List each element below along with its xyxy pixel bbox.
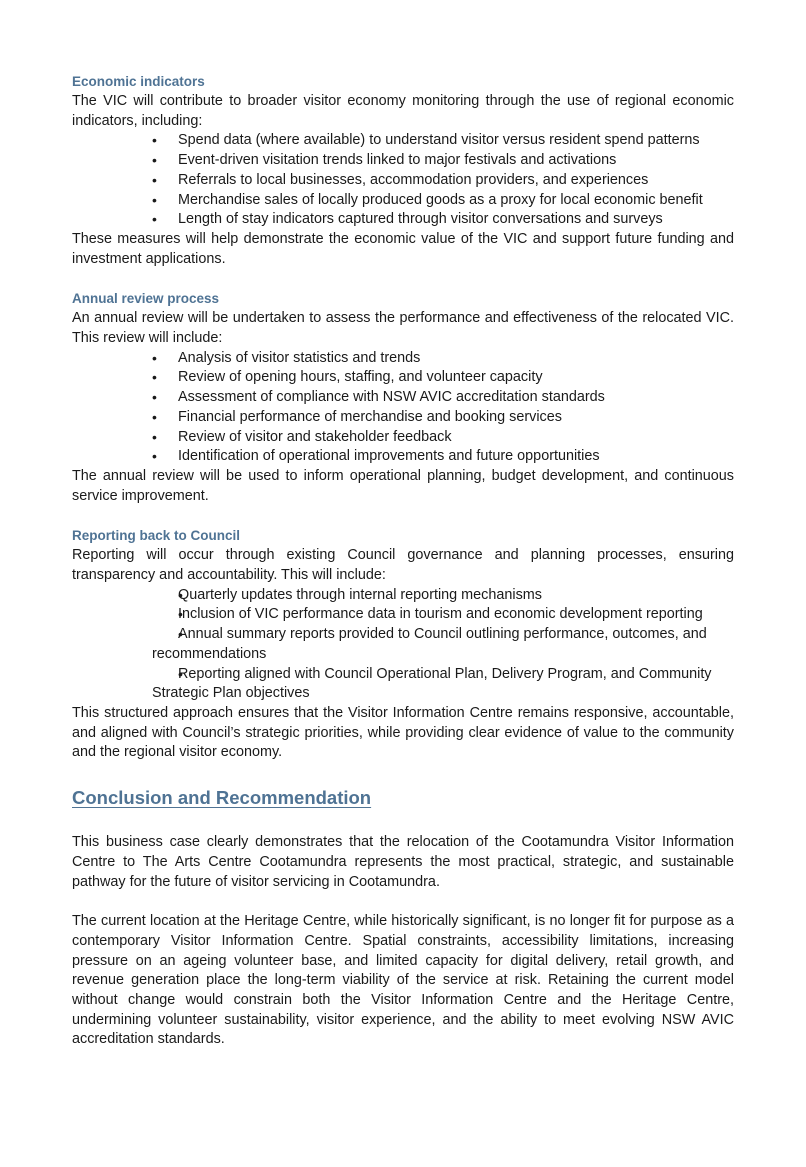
list-item: • Inclusion of VIC performance data in tourism and economic development reporting (152, 605, 734, 625)
economic-indicators-heading: Economic indicators (72, 74, 205, 89)
reporting-bullet-list (72, 586, 734, 704)
economic-closing-paragraph: These measures will help demonstrate the economic value of the VIC and support future funding and investment applications. (72, 230, 734, 267)
economic-intro-paragraph: The VIC will contribute to broader visitor economy monitoring through the use of regional economic indicators, including: (72, 93, 734, 129)
list-item: • Assessment of compliance with NSW AVIC accreditation standards (152, 388, 734, 408)
list-item: • Referrals to local businesses, accommodation providers, and experiences (152, 171, 734, 191)
economic-bullet-list (72, 131, 734, 230)
conclusion-section (72, 785, 734, 1050)
list-item: • Merchandise sales of locally produced goods as a proxy for local economic benefit (152, 191, 734, 211)
annual-closing-paragraph: The annual review will be used to inform operational planning, budget development, and continuous service improvement. (72, 467, 734, 504)
reporting-closing-paragraph: This structured approach ensures that the Visitor Information Centre remains responsive, accountable, and aligned with Council’s strategic priorities, while providing clear evidence of value to the community and the regional visitor economy. (72, 704, 734, 761)
list-item: • Identification of operational improvements and future opportunities (152, 447, 734, 467)
list-item: • Analysis of visitor statistics and trends (152, 349, 734, 369)
annual-bullet-list (72, 349, 734, 467)
list-item: • Review of opening hours, staffing, and volunteer capacity (152, 368, 734, 388)
spacer (72, 811, 734, 833)
reporting-intro-paragraph: Reporting will occur through existing Council governance and planning processes, ensuring transparency and accountability. This will include: (72, 547, 734, 584)
spacer (72, 506, 734, 526)
conclusion-paragraph-1: This business case clearly demonstrates that the relocation of the Cootamundra Visitor Information Centre to The Arts Centre Cootamundra represents the most practical, strategic, and sustainable pathway for the future of visitor servicing in Cootamundra. (72, 834, 734, 890)
reporting-heading: Reporting back to Council (72, 528, 241, 544)
annual-review-section (72, 289, 734, 506)
spacer (72, 763, 734, 785)
list-item: • Review of visitor and stakeholder feedback (152, 428, 734, 448)
conclusion-paragraph-2: The current location at the Heritage Centre, while historically significant, is no longer fit for purpose as a contemporary Visitor Information Centre. Spatial constraints, accessibility limitations, increasing pressure on an ageing volunteer base, and limited capacity for digital delivery, retail growth, and revenue generation place the long-term viability of the service at risk. Retaining the current model without change would constrain both the Visitor Information Centre and the Heritage Centre, undermining volunteer sustainability, visitor experience, and the ability to meet evolving NSW AVIC accreditation standards. (72, 913, 734, 1048)
reporting-section (72, 526, 734, 763)
list-item: • Reporting aligned with Council Operational Plan, Delivery Program, and Community Strategic Plan objectives (152, 665, 734, 704)
annual-intro-paragraph: An annual review will be undertaken to assess the performance and effectiveness of the relocated VIC. This review will include: (72, 310, 734, 347)
list-item: • Event-driven visitation trends linked to major festivals and activations (152, 151, 734, 171)
annual-review-heading: Annual review process (72, 291, 220, 307)
list-item: • Annual summary reports provided to Council outlining performance, outcomes, and recommendations (152, 625, 734, 664)
conclusion-heading: Conclusion and Recommendation (72, 787, 372, 809)
spacer (72, 892, 734, 912)
list-item: • Spend data (where available) to understand visitor versus resident spend patterns (152, 131, 734, 151)
list-item: • Quarterly updates through internal reporting mechanisms (152, 586, 734, 606)
spacer (72, 269, 734, 289)
list-item: • Length of stay indicators captured through visitor conversations and surveys (152, 210, 734, 230)
economic-indicators-section (72, 72, 734, 269)
list-item: • Financial performance of merchandise and booking services (152, 408, 734, 428)
